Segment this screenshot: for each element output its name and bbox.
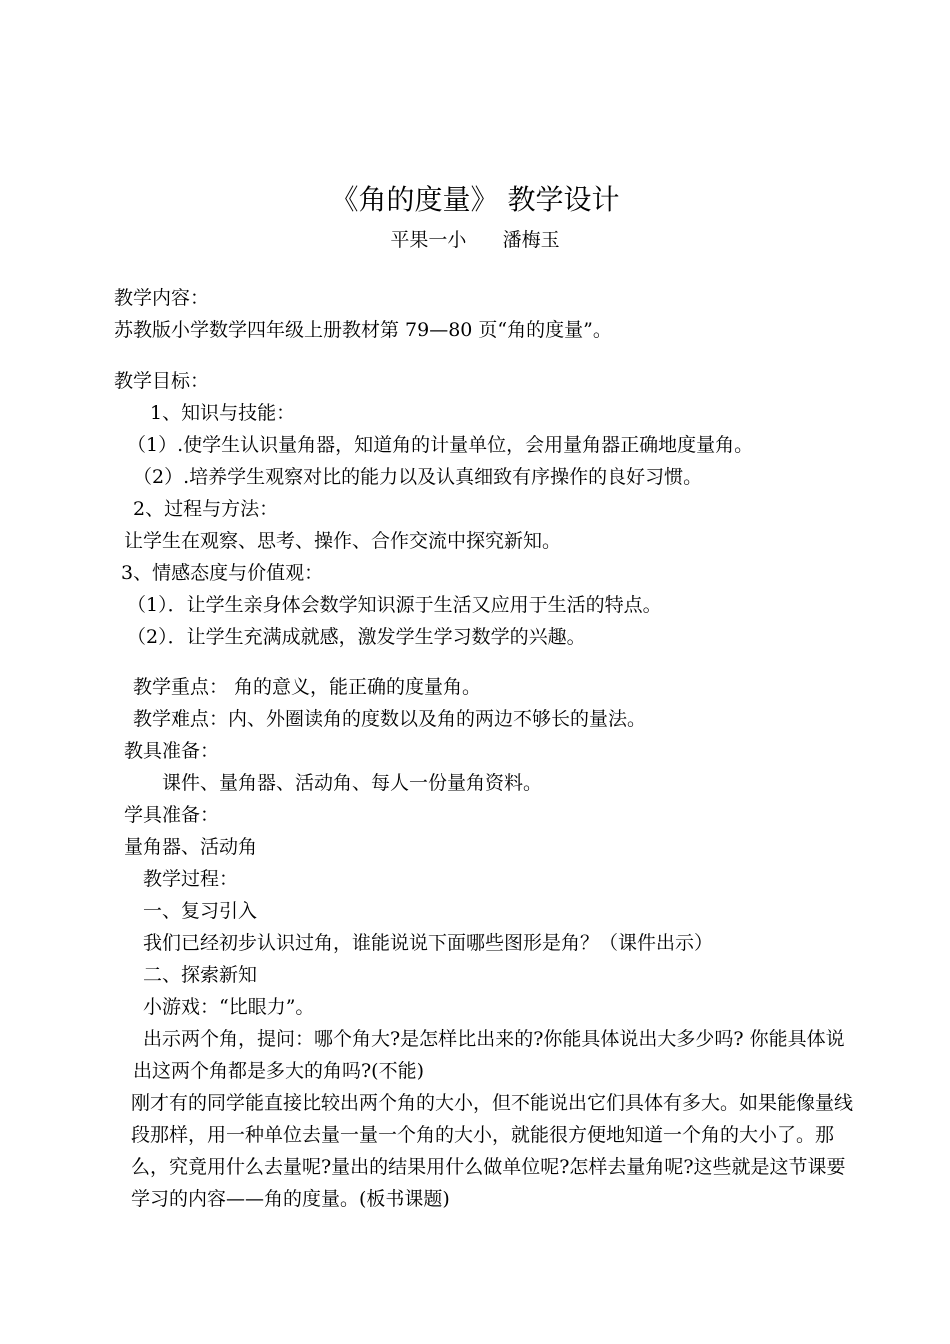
- content-text: 苏教版小学数学四年级上册教材第 79—80 页“角的度量”。: [114, 319, 612, 341]
- teaching-focus: 教学重点： 角的意义，能正确的度量角。: [133, 676, 482, 698]
- teacher-tools-heading: 教具准备：: [124, 740, 220, 762]
- step-2-title: 二、探索新知: [143, 964, 258, 986]
- question-line-1: 出示两个角，提问：哪个角大?是怎样比出来的?你能具体说出大多少吗? 你能具体说: [143, 1028, 845, 1050]
- objective-1-item-2: （2）.培养学生观察对比的能力以及认真细致有序操作的良好习惯。: [133, 466, 703, 488]
- objective-1-item-1: （1）.使学生认识量角器，知道角的计量单位，会用量角器正确地度量角。: [127, 434, 754, 456]
- teacher-tools-text: 课件、量角器、活动角、每人一份量角资料。: [162, 772, 543, 794]
- step-1-text: 我们已经初步认识过角，谁能说说下面哪些图形是角？（课件出示）: [143, 932, 714, 954]
- process-heading: 教学过程：: [143, 868, 239, 890]
- student-tools-heading: 学具准备：: [124, 804, 220, 826]
- objective-section-3-title: 3、情感态度与价值观：: [121, 562, 324, 584]
- objective-2-text: 让学生在观察、思考、操作、合作交流中探究新知。: [124, 530, 562, 552]
- game-text: 小游戏：“比眼力”。: [143, 996, 315, 1018]
- objective-section-1-title: 1、知识与技能：: [150, 402, 296, 424]
- objective-3-item-2: （2）．让学生充满成就感，激发学生学习数学的兴趣。: [127, 626, 586, 648]
- student-tools-text: 量角器、活动角: [124, 836, 258, 858]
- step-1-title: 一、复习引入: [143, 900, 258, 922]
- author-line: 平果一小 潘梅玉: [390, 229, 560, 251]
- page-title: 《角的度量》 教学设计: [330, 183, 620, 216]
- question-line-2: 出这两个角都是多大的角吗?(不能): [133, 1060, 425, 1082]
- content-heading: 教学内容：: [114, 287, 210, 309]
- objectives-heading: 教学目标：: [114, 370, 210, 392]
- teaching-difficulty: 教学难点：内、外圈读角的度数以及角的两边不够长的量法。: [133, 708, 647, 730]
- objective-section-2-title: 2、过程与方法：: [133, 498, 279, 520]
- objective-3-item-1: （1）．让学生亲身体会数学知识源于生活又应用于生活的特点。: [127, 594, 662, 616]
- explanation-paragraph: 刚才有的同学能直接比较出两个角的大小，但不能说出它们具体有多大。如果能像量线段那样，用一种单位去量一量一个角的大小，就能很方便地知道一个角的大小了。那么，究竟用什么去量呢?量出的结果用什么做单位呢?怎样去量角呢?这些就是这节课要学习的内容——角的度量。(板书课题): [131, 1092, 854, 1210]
